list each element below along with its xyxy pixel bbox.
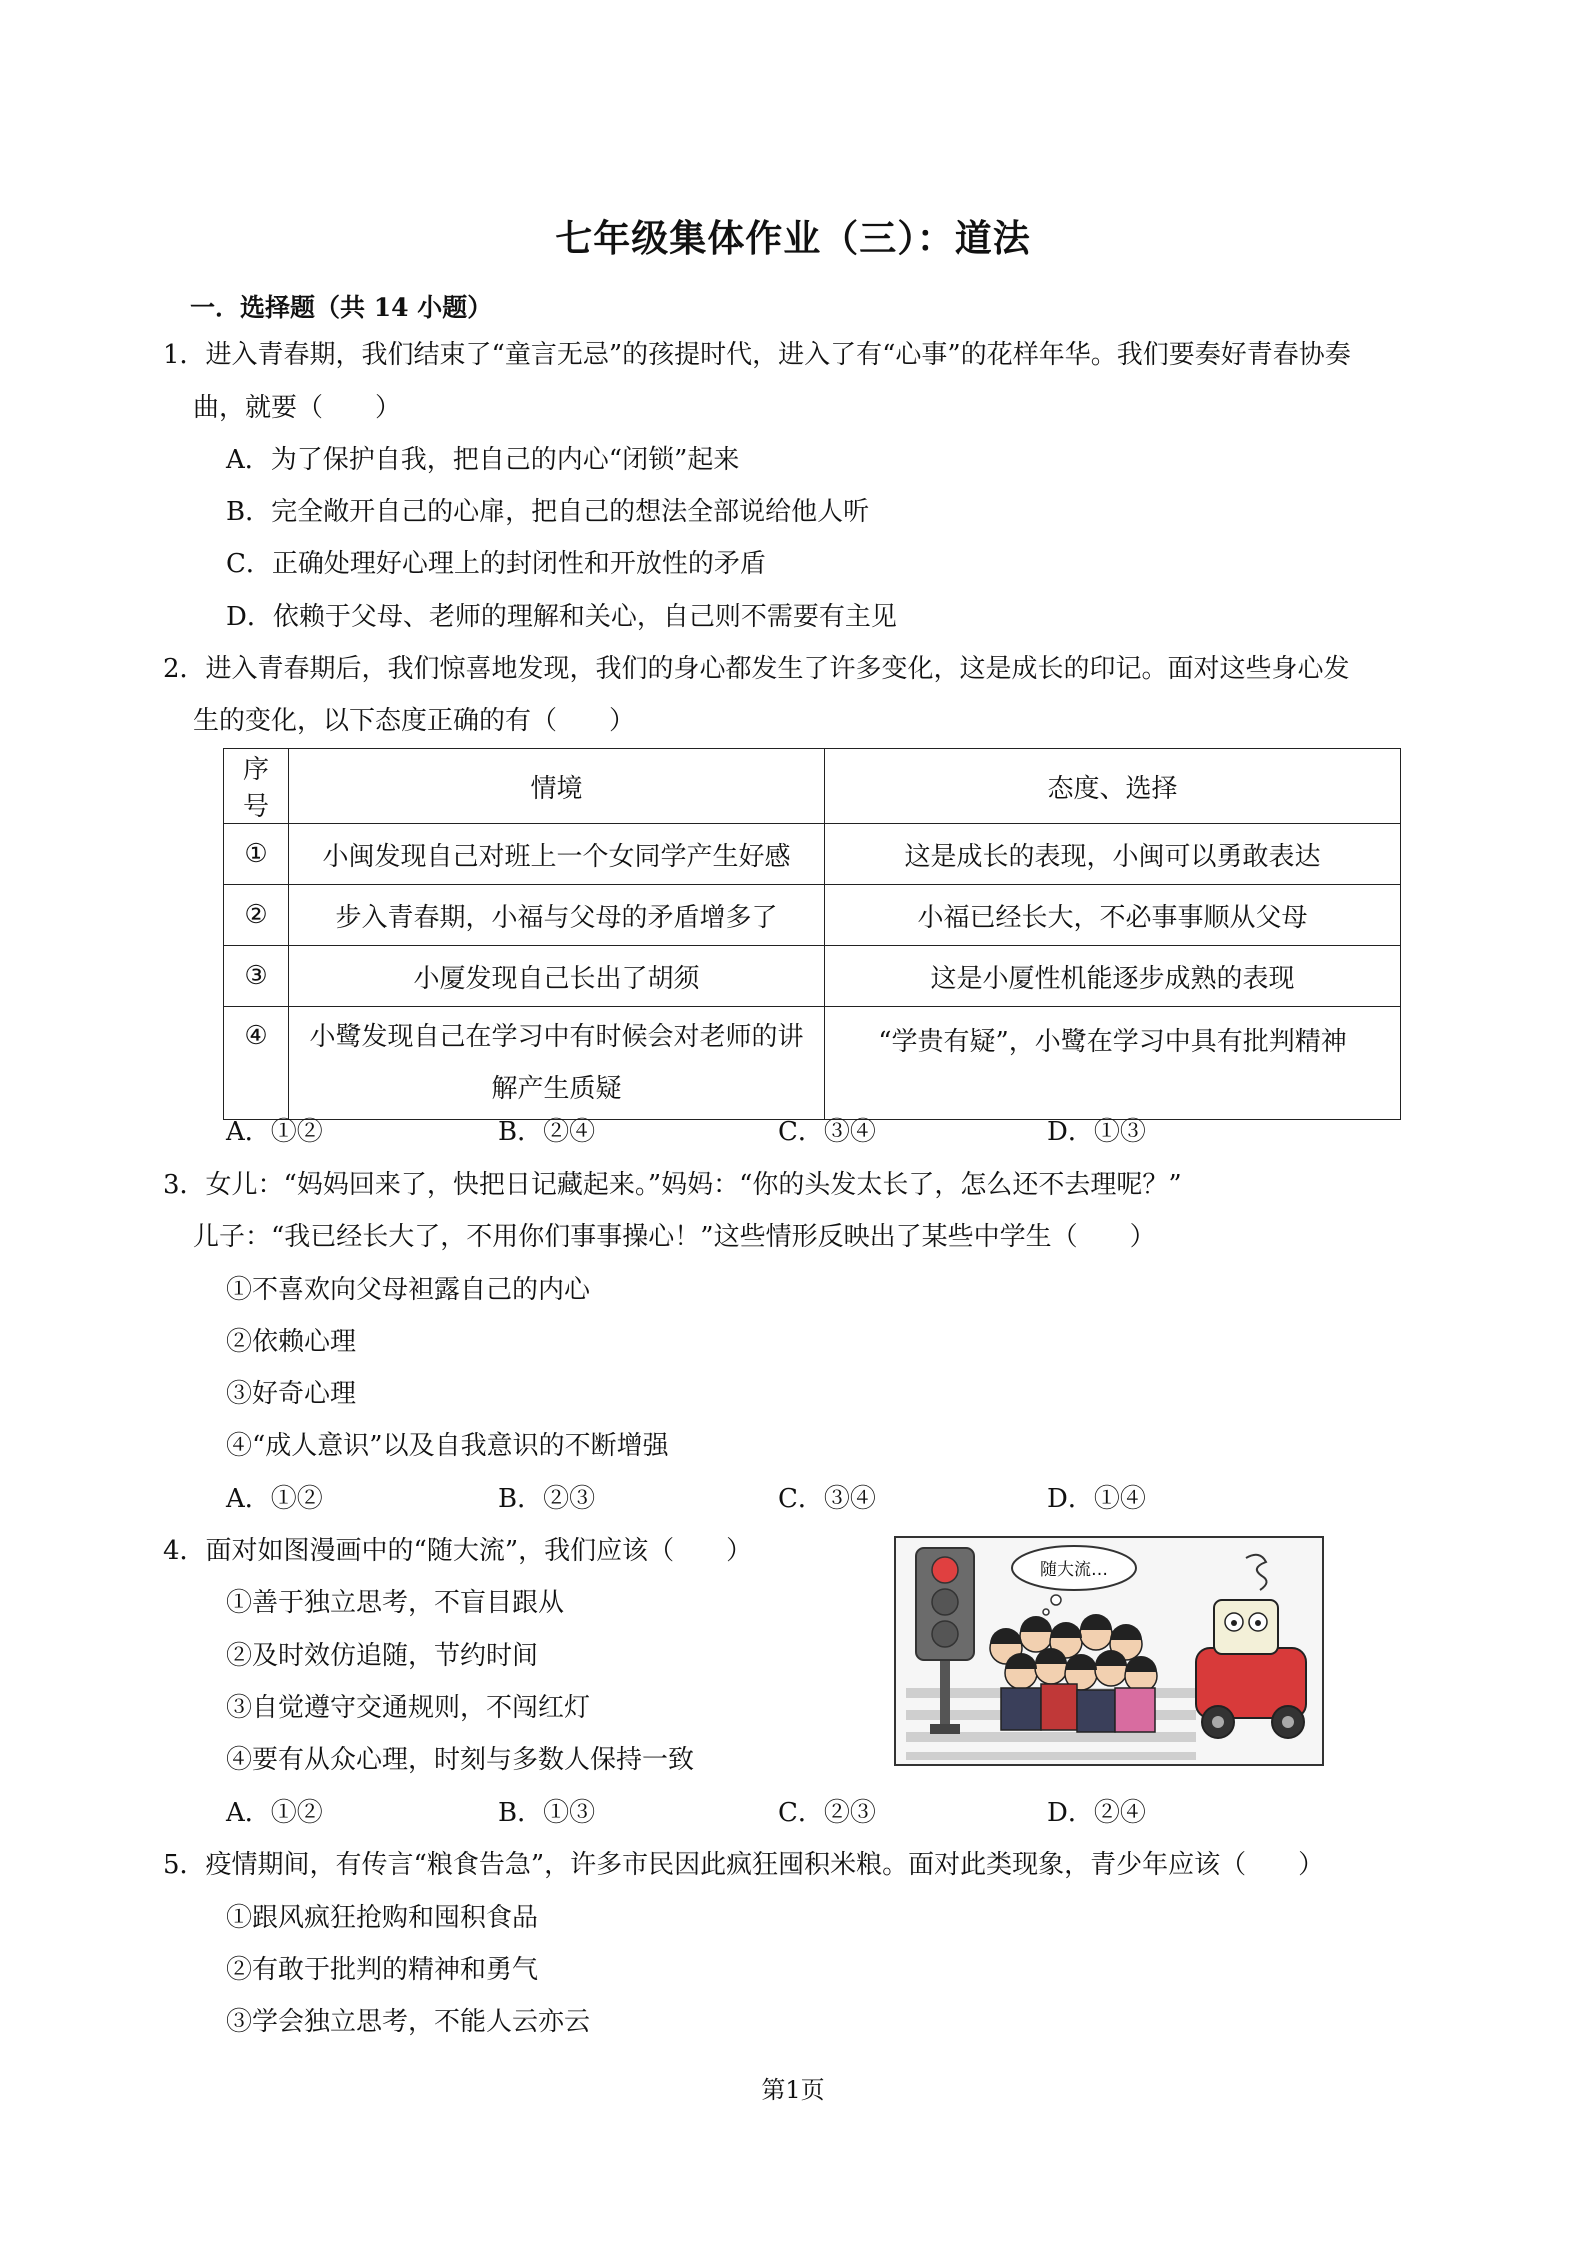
- question-4-item-1: ①善于独立思考，不盲目跟从: [226, 1588, 565, 1618]
- table-cell: 小闽发现自己对班上一个女同学产生好感: [288, 824, 824, 885]
- question-5-item-1: ①跟风疯狂抢购和囤积食品: [226, 1903, 539, 1933]
- table-cell: 这是成长的表现，小闽可以勇敢表达: [825, 824, 1401, 885]
- table-cell: “学贵有疑”，小鹭在学习中具有批判精神: [825, 1007, 1401, 1120]
- table-cell: 步入青春期，小福与父母的矛盾增多了: [288, 885, 824, 946]
- question-3-item-3: ③好奇心理: [226, 1379, 357, 1409]
- table-cell: ②: [224, 885, 289, 946]
- table-cell: ④: [224, 1007, 289, 1120]
- crowd-crossing-cartoon: [896, 1538, 1322, 1764]
- table-cell: 小厦发现自己长出了胡须: [288, 946, 824, 1007]
- question-2-line-1: 2．进入青春期后，我们惊喜地发现，我们的身心都发生了许多变化，这是成长的印记。面对这些身心发: [163, 654, 1350, 684]
- choice-d: D．①③: [1047, 1117, 1146, 1147]
- choice-a: A．①②: [226, 1117, 323, 1147]
- table-row: [224, 824, 1401, 885]
- question-1-option-b: B．完全敞开自己的心扉，把自己的想法全部说给他人听: [226, 497, 870, 527]
- question-5-item-3: ③学会独立思考，不能人云亦云: [226, 2007, 591, 2037]
- question-4-line-1: 4．面对如图漫画中的“随大流”，我们应该（ ）: [163, 1536, 753, 1566]
- table-header-cell: 序号: [224, 749, 289, 824]
- choice-a: A．①②: [226, 1484, 323, 1514]
- table-header-cell: 态度、选择: [825, 749, 1401, 824]
- table-header-cell: 情境: [288, 749, 824, 824]
- question-3-item-2: ②依赖心理: [226, 1327, 357, 1357]
- question-1-line-1: 1．进入青春期，我们结束了“童言无忌”的孩提时代，进入了有“心事”的花样年华。我们要奏好青春协奏: [163, 340, 1351, 370]
- question-4-item-4: ④要有从众心理，时刻与多数人保持一致: [226, 1745, 695, 1775]
- page-number: 第1页: [761, 2076, 825, 2104]
- question-3-line-2: 儿子：“我已经长大了，不用你们事事操心！”这些情形反映出了某些中学生（ ）: [193, 1222, 1156, 1252]
- choice-b: B．①③: [498, 1798, 596, 1828]
- choice-b: B．②③: [498, 1484, 596, 1514]
- cartoon-illustration: [894, 1536, 1324, 1766]
- question-1-option-d: D．依赖于父母、老师的理解和关心，自己则不需要有主见: [226, 602, 897, 632]
- page-title: 七年级集体作业（三）：道法: [555, 216, 1031, 260]
- question-1-option-c: C．正确处理好心理上的封闭性和开放性的矛盾: [226, 549, 766, 579]
- question-4-item-3: ③自觉遵守交通规则，不闯红灯: [226, 1693, 591, 1723]
- table-cell: 小鹭发现自己在学习中有时候会对老师的讲解产生质疑: [288, 1007, 824, 1120]
- question-1-option-a: A．为了保护自我，把自己的内心“闭锁”起来: [226, 445, 740, 475]
- table-row: [224, 946, 1401, 1007]
- section-heading: 一．选择题（共 14 小题）: [190, 293, 493, 322]
- question-2-line-2: 生的变化，以下态度正确的有（ ）: [193, 706, 636, 736]
- table-header-row: [224, 749, 1401, 824]
- question-3-item-1: ①不喜欢向父母袒露自己的内心: [226, 1275, 591, 1305]
- table-cell: ①: [224, 824, 289, 885]
- choice-c: C．③④: [778, 1484, 876, 1514]
- table-cell: 这是小厦性机能逐步成熟的表现: [825, 946, 1401, 1007]
- question-2-table: [223, 748, 1401, 1120]
- choice-c: C．③④: [778, 1117, 876, 1147]
- question-5-line-1: 5．疫情期间，有传言“粮食告急”，许多市民因此疯狂囤积米粮。面对此类现象，青少年应该（ ）: [163, 1850, 1325, 1880]
- choice-b: B．②④: [498, 1117, 596, 1147]
- question-4-item-2: ②及时效仿追随，节约时间: [226, 1641, 539, 1671]
- question-5-item-2: ②有敢于批判的精神和勇气: [226, 1955, 539, 1985]
- table-cell: 小福已经长大，不必事事顺从父母: [825, 885, 1401, 946]
- choice-d: D．①④: [1047, 1484, 1146, 1514]
- speech-bubble-text: 随大流…: [1040, 1560, 1108, 1580]
- choice-c: C．②③: [778, 1798, 876, 1828]
- question-3-item-4: ④“成人意识”以及自我意识的不断增强: [226, 1431, 669, 1461]
- table-row: [224, 885, 1401, 946]
- choice-a: A．①②: [226, 1798, 323, 1828]
- question-3-line-1: 3．女儿：“妈妈回来了，快把日记藏起来。”妈妈：“你的头发太长了，怎么还不去理呢？”: [163, 1170, 1182, 1200]
- table-cell: ③: [224, 946, 289, 1007]
- choice-d: D．②④: [1047, 1798, 1146, 1828]
- question-1-line-2: 曲，就要（ ）: [193, 393, 402, 423]
- table-row: [224, 1007, 1401, 1120]
